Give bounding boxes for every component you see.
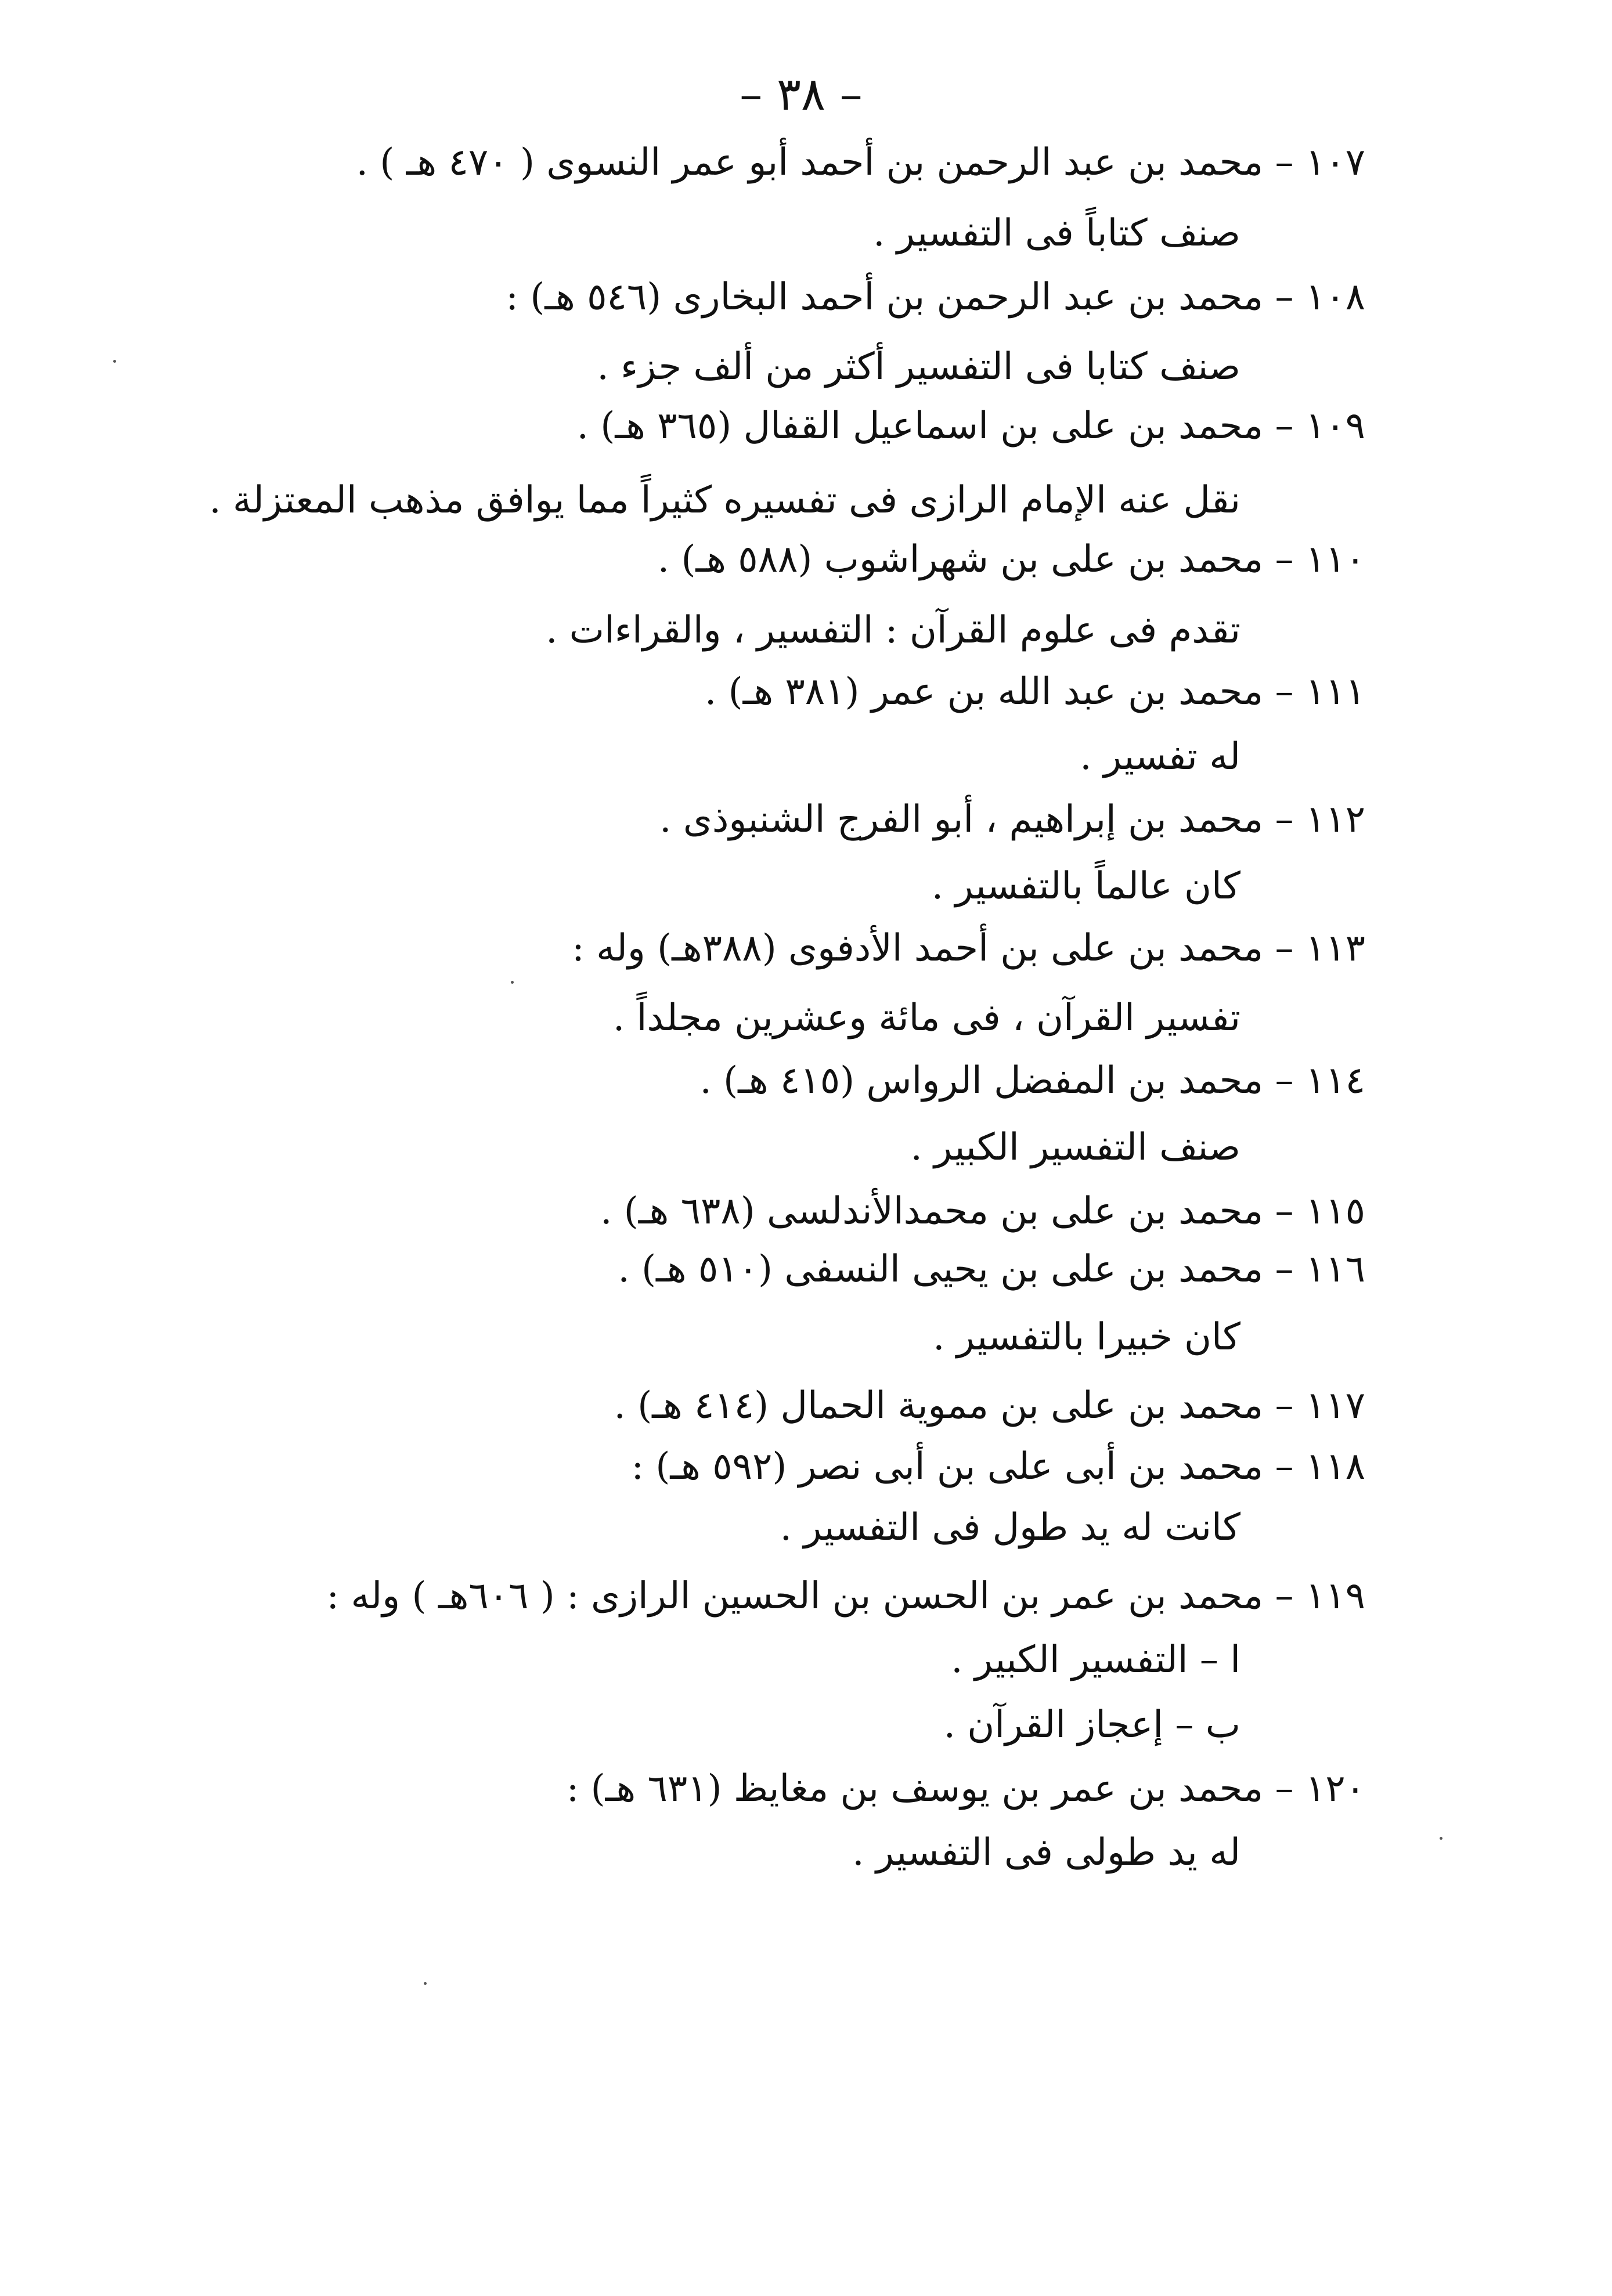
scan-speck <box>424 1982 427 1985</box>
scan-speck <box>1440 1837 1442 1840</box>
entry-heading: ١٠٧ – محمد بن عبد الرحمن بن أحمد أبو عمر النسوى ( ٤٧٠ هـ ) . <box>356 141 1365 184</box>
entry-description: صنف كتابا فى التفسير أكثر من ألف جزء . <box>597 345 1240 388</box>
scan-speck <box>113 360 116 363</box>
scan-speck <box>511 981 514 984</box>
entry-heading: ١١٣ – محمد بن على بن أحمد الأدفوى (٣٨٨هـ) وله : <box>572 927 1365 970</box>
entry-description: له تفسير . <box>1080 735 1240 778</box>
entry-description: كان عالماً بالتفسير . <box>931 865 1240 908</box>
entry-description: كان خبيرا بالتفسير . <box>933 1316 1240 1359</box>
entry-description: نقل عنه الإمام الرازى فى تفسيره كثيراً مما يوافق مذهب المعتزلة . <box>209 479 1240 522</box>
entry-description: تقدم فى علوم القرآن : التفسير ، والقراءات . <box>546 609 1240 652</box>
entry-heading: ١١٧ – محمد بن على بن مموية الحمال (٤١٤ هـ) . <box>614 1384 1365 1427</box>
entry-sub-item: ا – التفسير الكبير . <box>951 1638 1240 1681</box>
entry-heading: ١٠٨ – محمد بن عبد الرحمن بن أحمد البخارى (٥٤٦ هـ) : <box>506 276 1365 319</box>
entry-heading: ١٢٠ – محمد بن عمر بن يوسف بن مغايظ (٦٣١ هـ) : <box>566 1767 1365 1810</box>
entry-heading: ١١٨ – محمد بن أبى على بن أبى نصر (٥٩٢ هـ) : <box>631 1445 1365 1488</box>
entry-description: صنف التفسير الكبير . <box>910 1126 1240 1169</box>
entry-heading: ١٠٩ – محمد بن على بن اسماعيل القفال (٣٦٥ هـ) . <box>576 405 1365 447</box>
entry-heading: ١١٩ – محمد بن عمر بن الحسن بن الحسين الرازى : ( ٦٠٦هـ ) وله : <box>326 1575 1365 1618</box>
entry-description: كانت له يد طول فى التفسير . <box>780 1506 1240 1549</box>
entry-description: صنف كتاباً فى التفسير . <box>873 212 1240 255</box>
entry-heading: ١١٢ – محمد بن إبراهيم ، أبو الفرج الشنبوذى . <box>659 798 1365 841</box>
entry-heading: ١١٥ – محمد بن على بن محمدالأندلسى (٦٣٨ هـ) . <box>600 1190 1365 1233</box>
entry-heading: ١١٤ – محمد بن المفضل الرواس (٤١٥ هـ) . <box>699 1059 1365 1102</box>
entry-heading: ١١٠ – محمد بن على بن شهراشوب (٥٨٨ هـ) . <box>657 538 1365 581</box>
entry-heading: ١١٦ – محمد بن على بن يحيى النسفى (٥١٠ هـ) . <box>618 1248 1365 1291</box>
entry-description: تفسير القرآن ، فى مائة وعشرين مجلداً . <box>612 997 1240 1039</box>
page-number: – ٣٨ – <box>740 68 863 121</box>
entry-description: له يد طولى فى التفسير . <box>852 1831 1240 1874</box>
entry-sub-item: ب – إعجاز القرآن . <box>943 1703 1240 1746</box>
entry-heading: ١١١ – محمد بن عبد الله بن عمر (٣٨١ هـ) . <box>704 670 1365 713</box>
